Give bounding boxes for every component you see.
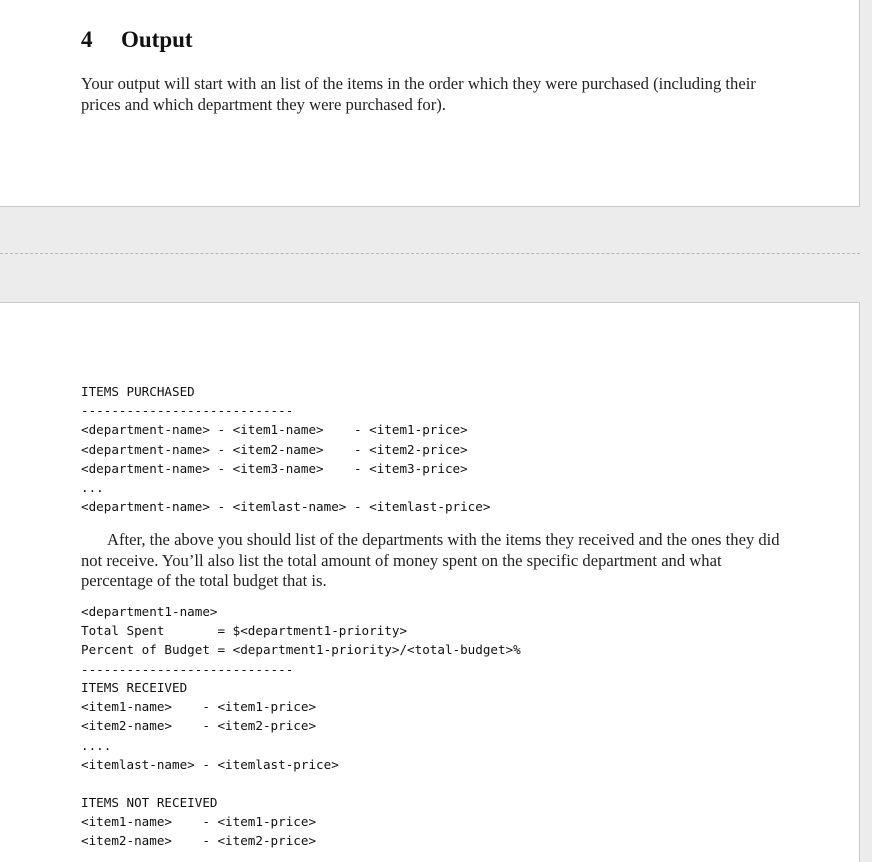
code-line: <item2-name> - <item2-price> [81,833,317,849]
code-line: ITEMS PURCHASED [81,384,195,399]
section-title: Output [121,27,193,52]
code-line: <department1-name> [81,604,218,619]
document-page-2 [0,302,860,862]
items-received-block [81,678,339,774]
after-paragraph [81,530,786,592]
code-line: <department-name> - <itemlast-name> - <itemlast-price> [81,499,491,515]
page-break-divider [0,253,860,254]
intro-paragraph: Your output will start with an list of the items in the order which they were purchased (including their prices and which department they were purchased for). [81,74,756,114]
code-line: <department-name> - <item1-name> - <item1-price> [81,422,468,438]
department-summary-block [81,602,521,679]
code-line: ITEMS NOT RECEIVED [81,795,218,810]
code-line: Total Spent = $<department1-priority> [81,623,408,639]
code-line: Percent of Budget = <department1-priority>/<total-budget>% [81,642,521,658]
code-line: ---------------------------- [81,403,294,419]
code-line: <itemlast-name> - <itemlast-price> [81,756,339,772]
code-line: <department-name> - <item3-name> - <item3-price> [81,460,468,476]
code-line: <item1-name> - <item1-price> [81,699,317,715]
after-paragraph-text: After, the above you should list of the departments with the items they received and the ones they did not receive. You’ll also list the total amount of money spent on the specific department and what percentage of the total budget that is. [81,530,780,590]
section-number: 4 [81,27,93,52]
code-line: .... [81,737,112,753]
items-purchased-block [81,382,490,516]
code-line: <item2-name> - <item2-price> [81,718,317,734]
section-heading [81,27,193,53]
document-page-1 [0,0,860,207]
code-line: ... [81,480,104,496]
code-line: ITEMS RECEIVED [81,680,188,695]
items-not-received-block [81,793,316,851]
code-line: <item1-name> - <item1-price> [81,814,317,830]
code-line: <department-name> - <item2-name> - <item2-price> [81,441,468,457]
code-line: ---------------------------- [81,661,294,677]
